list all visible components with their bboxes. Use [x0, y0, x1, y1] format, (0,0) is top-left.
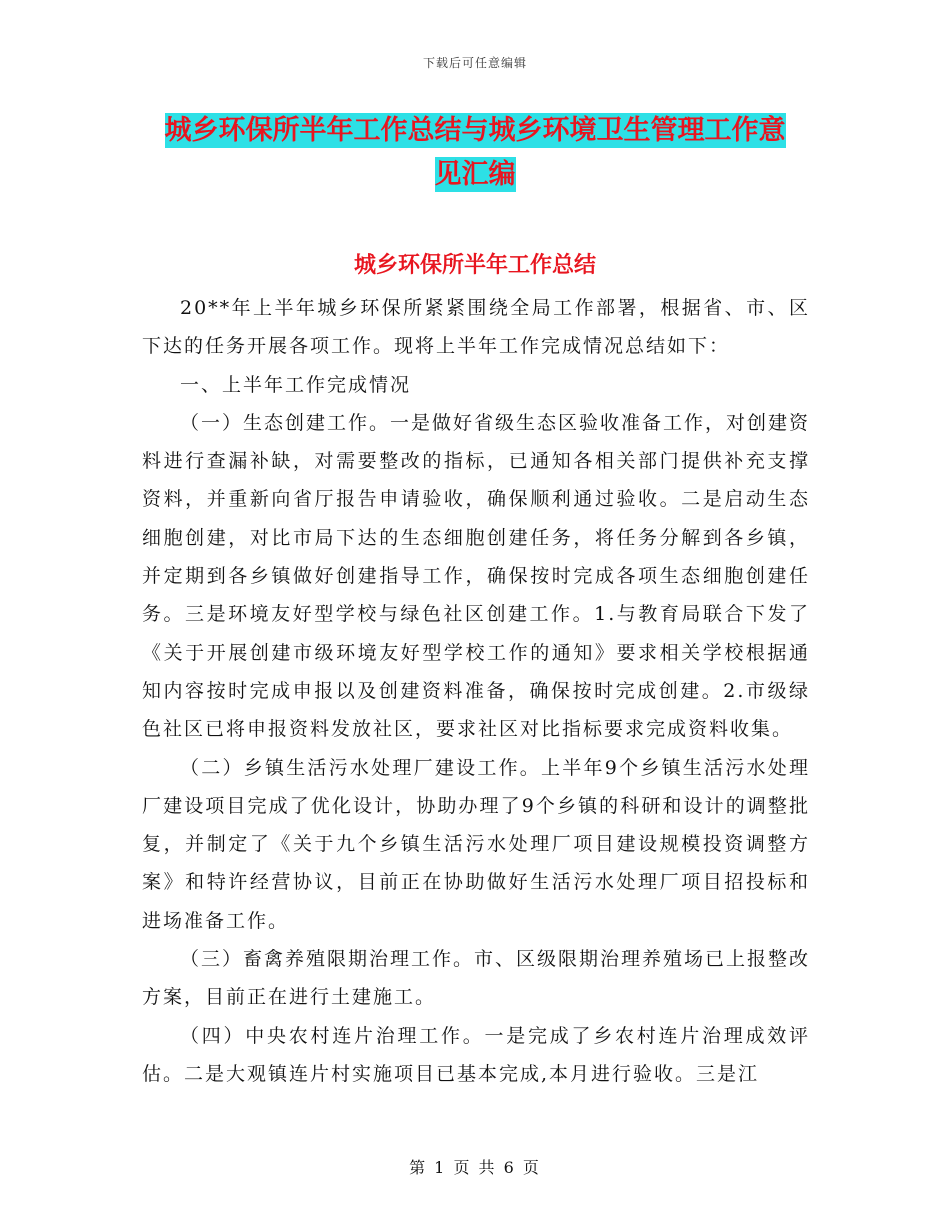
- document-title-text-2: 见汇编: [434, 159, 516, 190]
- paragraph-intro: 20**年上半年城乡环保所紧紧围绕全局工作部署，根据省、市、区下达的任务开展各项工作。现将上半年工作完成情况总结如下：: [142, 297, 810, 358]
- paragraph-ecology: （一）生态创建工作。一是做好省级生态区验收准备工作，对创建资料进行查漏补缺，对需要整改的指标，已通知各相关部门提供补充支撑资料，并重新向省厅报告申请验收，确保顺利通过验收。二是启动生态细胞创建，对比市局下达的生态细胞创建任务，将任务分解到各乡镇，并定期到各乡镇做好创建指导工作，确保按时完成各项生态细胞创建任务。三是环境友好型学校与绿色社区创建工作。1.与教育局联合下发了《关于开展创建市级环境友好型学校工作的通知》要求相关学校根据通知内容按时完成申报以及创建资料准备，确保按时完成创建。2.市级绿色社区已将申报资料发放社区，要求社区对比指标要求完成资料收集。: [142, 411, 811, 741]
- document-title-line-1: [0, 113, 950, 149]
- document-title-text-1: 城乡环保所半年工作总结与城乡环境卫生管理工作意: [164, 115, 786, 146]
- document-body: [142, 289, 810, 1093]
- paragraph-livestock: （三）畜禽养殖限期治理工作。市、区级限期治理养殖场已上报整改方案，目前正在进行土建施工。: [142, 948, 811, 1009]
- page-header-note: 下载后可任意编辑: [422, 56, 527, 70]
- document-title-line-2: [0, 157, 950, 193]
- paragraph-rural: （四）中央农村连片治理工作。一是完成了乡农村连片治理成效评估。二是大观镇连片村实施项目已基本完成,本月进行验收。三是江: [142, 1024, 810, 1085]
- paragraph-sewage: （二）乡镇生活污水处理厂建设工作。上半年9个乡镇生活污水处理厂建设项目完成了优化设计，协助办理了9个乡镇的科研和设计的调整批复，并制定了《关于九个乡镇生活污水处理厂项目建设规模投资调整方案》和特许经营协议，目前正在协助做好生活污水处理厂项目招投标和进场准备工作。: [142, 756, 810, 932]
- paragraph-heading-1: 一、上半年工作完成情况: [180, 373, 412, 396]
- section-title: 城乡环保所半年工作总结: [353, 252, 596, 278]
- page-number: 第 1 页 共 6 页: [409, 1158, 541, 1177]
